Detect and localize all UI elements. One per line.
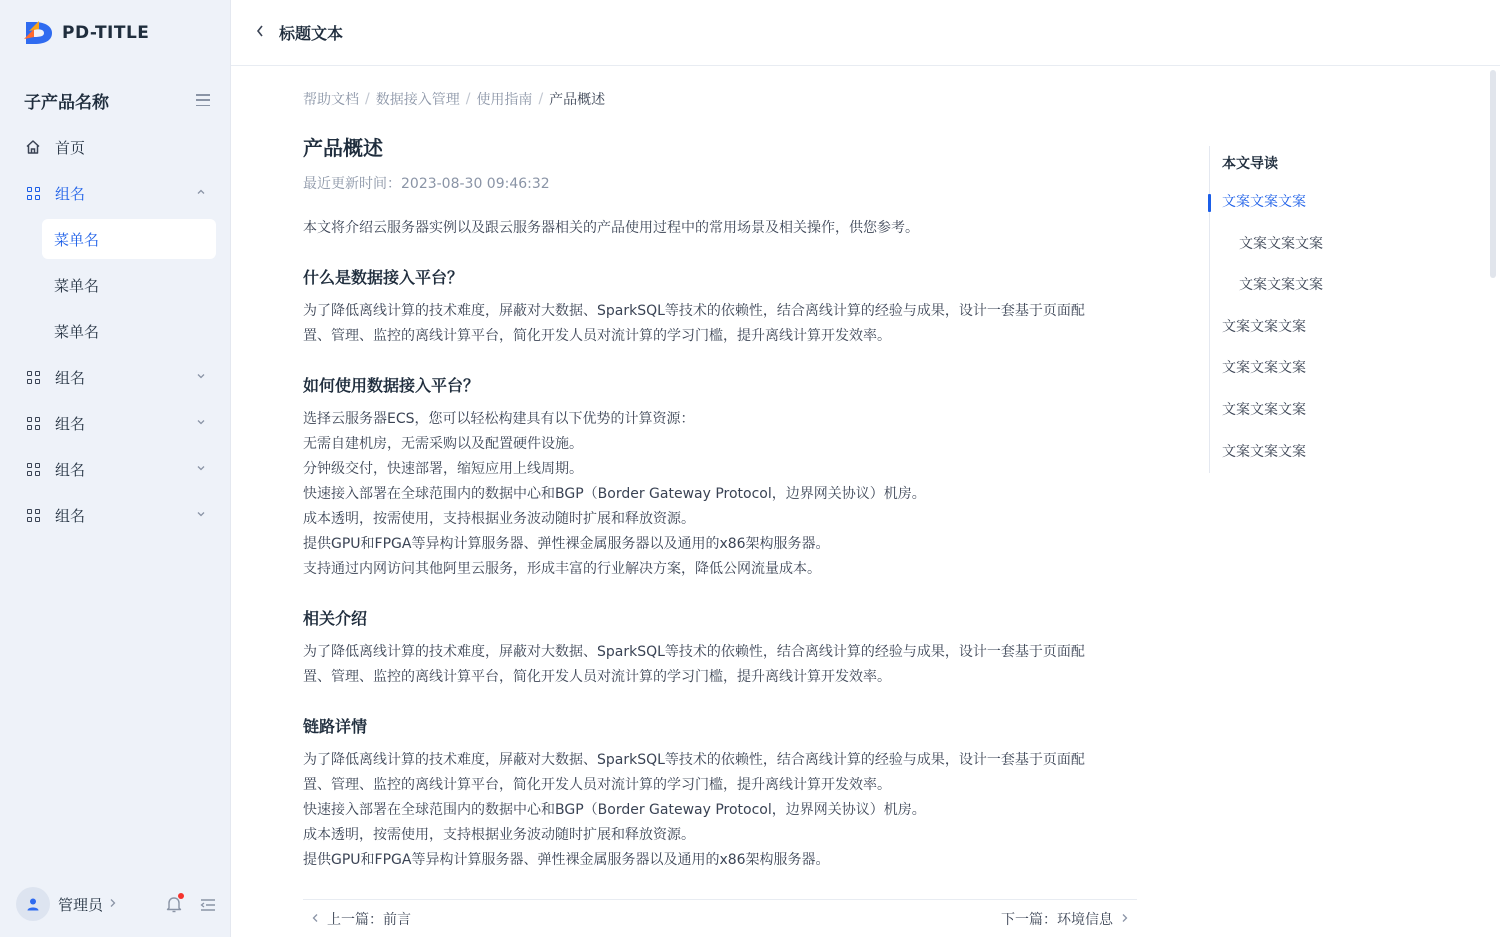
doc-section bbox=[303, 265, 1137, 349]
breadcrumb-separator: / bbox=[465, 91, 471, 107]
section-heading: 如何使用数据接入平台？ bbox=[303, 376, 480, 395]
next-article-label: 下一篇：环境信息 bbox=[1001, 911, 1113, 928]
doc-section bbox=[303, 373, 1137, 582]
toc-item[interactable]: 文案文案文案 bbox=[1222, 401, 1306, 418]
sidebar-item-label: 组名 bbox=[55, 368, 86, 387]
doc-content bbox=[303, 216, 1137, 897]
toc-item[interactable]: 文案文案文案 bbox=[1210, 182, 1389, 224]
main-panel bbox=[230, 0, 1500, 937]
sidebar bbox=[0, 0, 230, 937]
toc-item[interactable]: 文案文案文案 bbox=[1239, 235, 1323, 252]
doc-intro: 本文将介绍云服务器实例以及跟云服务器相关的产品使用过程中的常用场景及相关操作，供您参考。 bbox=[303, 220, 919, 236]
notification-dot bbox=[178, 893, 184, 899]
chevron-up-icon bbox=[196, 187, 206, 200]
brand-title: PD-TITLE bbox=[62, 23, 150, 43]
section-line: 置、管理、监控的离线计算平台，简化开发人员对流计算的学习门槛，提升离线计算开发效率。 bbox=[303, 669, 891, 685]
collapse-sidebar-icon[interactable] bbox=[200, 897, 216, 911]
section-line: 分钟级交付，快速部署，缩短应用上线周期。 bbox=[303, 461, 583, 477]
product-header bbox=[24, 86, 210, 114]
brand[interactable] bbox=[22, 16, 149, 50]
section-line: 为了降低离线计算的技术难度，屏蔽对大数据、SparkSQL等技术的依赖性，结合离线计算的经验与成果，设计一套基于页面配 bbox=[303, 644, 1085, 660]
section-heading: 链路详情 bbox=[303, 717, 368, 736]
table-of-contents bbox=[1209, 146, 1389, 473]
doc-updated-time: 最近更新时间：2023-08-30 09:46:32 bbox=[303, 176, 550, 192]
doc-title: 产品概述 bbox=[303, 136, 383, 160]
sidebar-nav bbox=[0, 124, 230, 538]
doc-pager bbox=[303, 899, 1137, 937]
home-icon bbox=[25, 139, 41, 155]
grid-icon bbox=[25, 415, 41, 431]
breadcrumb-separator: / bbox=[538, 91, 544, 107]
top-bar bbox=[231, 0, 1500, 66]
grid-icon bbox=[25, 507, 41, 523]
sidebar-group-1[interactable] bbox=[0, 170, 230, 216]
chevron-down-icon bbox=[196, 371, 206, 384]
chevron-right-icon bbox=[1121, 912, 1129, 926]
section-line: 为了降低离线计算的技术难度，屏蔽对大数据、SparkSQL等技术的依赖性，结合离线计算的经验与成果，设计一套基于页面配 bbox=[303, 303, 1085, 319]
prev-article-label: 上一篇：前言 bbox=[327, 911, 411, 928]
section-heading: 相关介绍 bbox=[303, 609, 368, 628]
section-line: 为了降低离线计算的技术难度，屏蔽对大数据、SparkSQL等技术的依赖性，结合离线计算的经验与成果，设计一套基于页面配 bbox=[303, 752, 1085, 768]
hamburger-icon[interactable] bbox=[196, 94, 210, 106]
chevron-down-icon bbox=[196, 463, 206, 476]
section-line: 置、管理、监控的离线计算平台，简化开发人员对流计算的学习门槛，提升离线计算开发效率。 bbox=[303, 777, 891, 793]
breadcrumb-current: 产品概述 bbox=[549, 92, 606, 108]
page-title: 标题文本 bbox=[279, 24, 344, 43]
sidebar-group-4[interactable] bbox=[0, 446, 230, 492]
breadcrumb-item[interactable]: 数据接入管理 bbox=[375, 92, 460, 108]
section-line: 快速接入部署在全球范围内的数据中心和BGP（Border Gateway Protocol，边界网关协议）机房。 bbox=[303, 486, 926, 502]
sidebar-subitem-label: 菜单名 bbox=[54, 230, 100, 249]
sidebar-group-3[interactable] bbox=[0, 400, 230, 446]
sidebar-group-2[interactable] bbox=[0, 354, 230, 400]
sidebar-subitem-menu-3[interactable] bbox=[0, 308, 230, 354]
doc-section bbox=[303, 714, 1137, 873]
chevron-right-icon[interactable] bbox=[109, 897, 117, 911]
chevron-left-icon bbox=[311, 912, 319, 926]
section-line: 提供GPU和FPGA等异构计算服务器、弹性裸金属服务器以及通用的x86架构服务器。 bbox=[303, 536, 830, 552]
sidebar-group-5[interactable] bbox=[0, 492, 230, 538]
doc-section bbox=[303, 606, 1137, 690]
sidebar-subitem-label: 菜单名 bbox=[54, 276, 100, 295]
section-line: 无需自建机房，无需采购以及配置硬件设施。 bbox=[303, 436, 583, 452]
pd-logo-icon bbox=[22, 17, 54, 49]
section-line: 选择云服务器ECS，您可以轻松构建具有以下优势的计算资源： bbox=[303, 411, 695, 427]
sidebar-item-label: 组名 bbox=[55, 184, 86, 203]
toc-item[interactable]: 文案文案文案 bbox=[1222, 360, 1306, 377]
section-line: 支持通过内网访问其他阿里云服务，形成丰富的行业解决方案，降低公网流量成本。 bbox=[303, 561, 821, 577]
sidebar-subitem-menu-1[interactable] bbox=[42, 219, 216, 259]
sidebar-item-label: 组名 bbox=[55, 506, 86, 525]
sidebar-item-label: 组名 bbox=[55, 460, 86, 479]
grid-icon bbox=[25, 369, 41, 385]
sidebar-subitem-menu-2[interactable] bbox=[0, 262, 230, 308]
section-line: 置、管理、监控的离线计算平台，简化开发人员对流计算的学习门槛，提升离线计算开发效率。 bbox=[303, 328, 891, 344]
sidebar-subitem-label: 菜单名 bbox=[54, 322, 100, 341]
chevron-down-icon bbox=[196, 417, 206, 430]
sidebar-item-label: 组名 bbox=[55, 414, 86, 433]
scrollbar[interactable] bbox=[1490, 70, 1496, 278]
section-heading: 什么是数据接入平台？ bbox=[303, 268, 464, 287]
bell-icon[interactable] bbox=[166, 895, 184, 913]
user-icon bbox=[25, 896, 41, 912]
breadcrumb-separator: / bbox=[365, 91, 370, 107]
sidebar-footer bbox=[16, 885, 216, 923]
breadcrumb bbox=[303, 88, 605, 110]
section-line: 成本透明，按需使用，支持根据业务波动随时扩展和释放资源。 bbox=[303, 511, 695, 527]
sidebar-item-label: 首页 bbox=[55, 138, 86, 157]
avatar[interactable] bbox=[16, 887, 50, 921]
grid-icon bbox=[25, 461, 41, 477]
breadcrumb-item[interactable]: 帮助文档 bbox=[303, 92, 359, 108]
toc-item[interactable]: 文案文案文案 bbox=[1222, 318, 1306, 335]
breadcrumb-item[interactable]: 使用指南 bbox=[476, 92, 533, 108]
grid-icon bbox=[25, 185, 41, 201]
section-line: 快速接入部署在全球范围内的数据中心和BGP（Border Gateway Protocol，边界网关协议）机房。 bbox=[303, 802, 926, 818]
back-icon[interactable] bbox=[255, 23, 265, 42]
toc-title: 本文导读 bbox=[1222, 156, 1278, 172]
product-name: 子产品名称 bbox=[24, 92, 109, 113]
prev-article-link[interactable] bbox=[303, 909, 411, 929]
section-line: 提供GPU和FPGA等异构计算服务器、弹性裸金属服务器以及通用的x86架构服务器。 bbox=[303, 852, 830, 868]
toc-item[interactable]: 文案文案文案 bbox=[1239, 277, 1323, 294]
next-article-link[interactable] bbox=[1001, 909, 1137, 929]
section-line: 成本透明，按需使用，支持根据业务波动随时扩展和释放资源。 bbox=[303, 827, 695, 843]
sidebar-item-home[interactable] bbox=[0, 124, 230, 170]
chevron-down-icon bbox=[196, 509, 206, 522]
user-name[interactable]: 管理员 bbox=[58, 895, 104, 914]
toc-item[interactable]: 文案文案文案 bbox=[1222, 443, 1306, 460]
